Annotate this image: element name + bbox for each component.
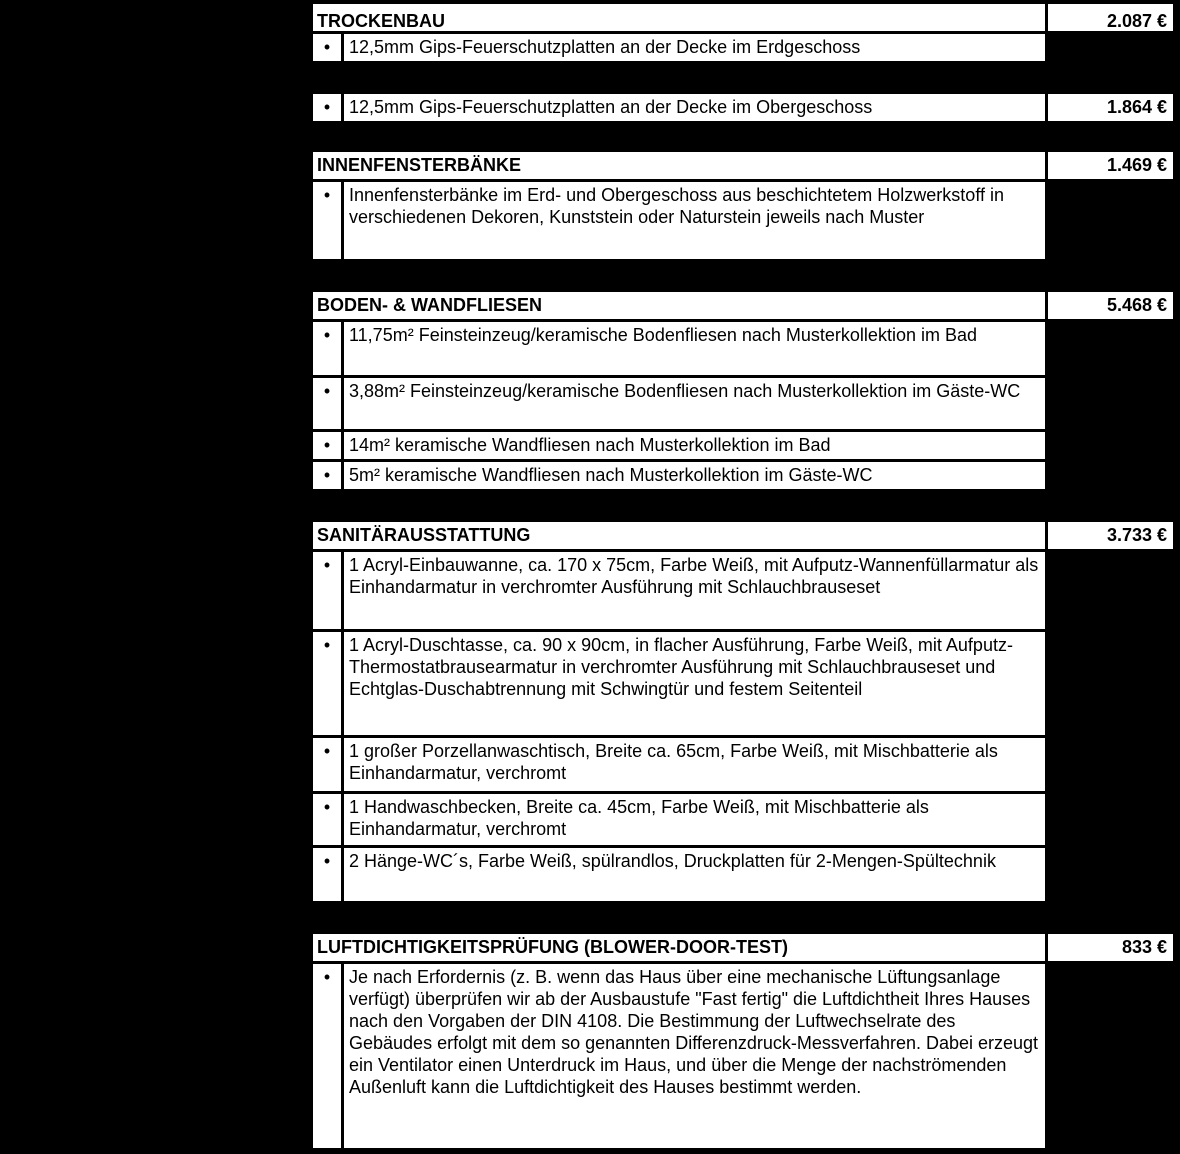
item-text: 3,88m² Feinsteinzeug/keramische Bodenfliesen nach Musterkollektion im Gäste-WC: [344, 378, 1045, 429]
item-text: 1 Acryl-Duschtasse, ca. 90 x 90cm, in flacher Ausführung, Farbe Weiß, mit Aufputz-Thermostatbrausearmatur in verchromter Ausführung mit Schlauchbrauseset und Echtglas-Duschabtrennung mit Schwingtür und festem Seitenteil: [344, 632, 1045, 735]
section-price: 833 €: [1048, 934, 1173, 961]
bullet-icon: •: [313, 552, 341, 629]
bullet-icon: •: [313, 964, 341, 1148]
bullet-icon: •: [313, 94, 341, 121]
item-text: 12,5mm Gips-Feuerschutzplatten an der Decke im Erdgeschoss: [344, 34, 1045, 61]
bullet-icon: •: [313, 378, 341, 429]
item-text: Je nach Erfordernis (z. B. wenn das Haus über eine mechanische Lüftungsanlage verfügt) überprüfen wir ab der Ausbaustufe "Fast fertig" die Luftdichtheit Ihres Hauses nach den Vorgaben der DIN 4108. Die Bestimmung der Luftwechselrate des Gebäudes erfolgt mit dem so genannten Differenzdruck-Messverfahren. Dabei erzeugt ein Ventilator einen Unterdruck im Haus, und über die Menge der nachströmenden Außenluft kann die Luftdichtigkeit des Hauses bestimmt werden.: [344, 964, 1045, 1148]
section-title: LUFTDICHTIGKEITSPRÜFUNG (BLOWER-DOOR-TEST): [313, 934, 1045, 961]
bullet-icon: •: [313, 632, 341, 735]
item-price: 1.864 €: [1048, 94, 1173, 121]
item-text: 5m² keramische Wandfliesen nach Musterkollektion im Gäste-WC: [344, 462, 1045, 489]
item-text: 14m² keramische Wandfliesen nach Musterkollektion im Bad: [344, 432, 1045, 459]
section-price: 1.469 €: [1048, 152, 1173, 179]
bullet-icon: •: [313, 738, 341, 791]
section-price: 5.468 €: [1048, 292, 1173, 319]
item-text: 2 Hänge-WC´s, Farbe Weiß, spülrandlos, Druckplatten für 2-Mengen-Spültechnik: [344, 848, 1045, 901]
item-text: 12,5mm Gips-Feuerschutzplatten an der Decke im Obergeschoss: [344, 94, 1045, 121]
section-title: BODEN- & WANDFLIESEN: [313, 292, 1045, 319]
section-title: SANITÄRAUSSTATTUNG: [313, 522, 1045, 549]
item-text: Innenfensterbänke im Erd- und Obergeschoss aus beschichtetem Holzwerkstoff in verschiedenen Dekoren, Kunststein oder Naturstein jeweils nach Muster: [344, 182, 1045, 259]
bullet-icon: •: [313, 182, 341, 259]
item-text: 11,75m² Feinsteinzeug/keramische Bodenfliesen nach Musterkollektion im Bad: [344, 322, 1045, 375]
bullet-icon: •: [313, 432, 341, 459]
bullet-icon: •: [313, 34, 341, 61]
bullet-icon: •: [313, 462, 341, 489]
item-text: 1 großer Porzellanwaschtisch, Breite ca. 65cm, Farbe Weiß, mit Mischbatterie als Einhandarmatur, verchromt: [344, 738, 1045, 791]
bullet-icon: •: [313, 848, 341, 901]
item-text: 1 Handwaschbecken, Breite ca. 45cm, Farbe Weiß, mit Mischbatterie als Einhandarmatur, verchromt: [344, 794, 1045, 845]
bullet-icon: •: [313, 322, 341, 375]
section-price: 3.733 €: [1048, 522, 1173, 549]
section-title: TROCKENBAU: [313, 4, 1045, 31]
section-title: INNENFENSTERBÄNKE: [313, 152, 1045, 179]
item-text: 1 Acryl-Einbauwanne, ca. 170 x 75cm, Farbe Weiß, mit Aufputz-Wannenfüllarmatur als Einhandarmatur in verchromter Ausführung mit Schlauchbrauseset: [344, 552, 1045, 629]
bullet-icon: •: [313, 794, 341, 845]
section-price: 2.087 €: [1048, 4, 1173, 31]
